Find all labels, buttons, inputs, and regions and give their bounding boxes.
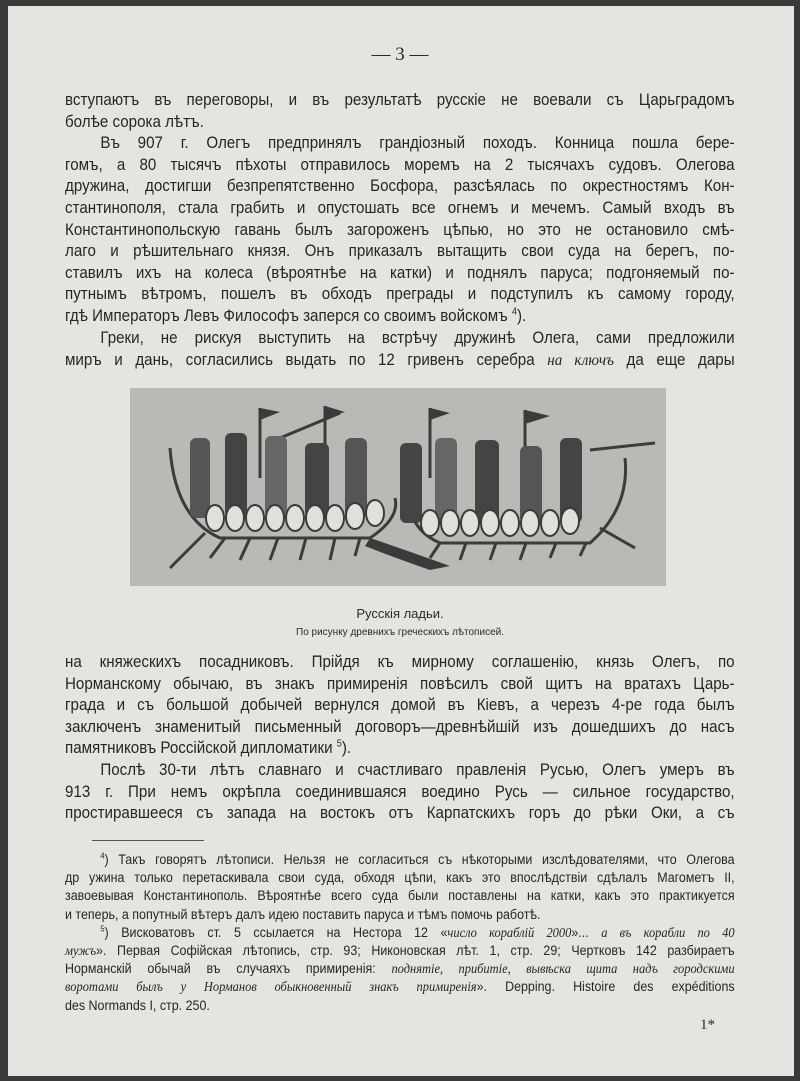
text-line: [65, 782, 735, 804]
italic-text: на ключъ: [547, 350, 614, 370]
text-span: на княжескихъ посадниковъ. Прійдя къ мирному соглашенію, князь Олегъ, по: [65, 653, 735, 671]
text-line: [65, 90, 735, 112]
text-span: дружина, достигши безпрепятственно Босфора, разсѣялась по окрестностямъ Кон-: [65, 177, 735, 196]
text-line: [65, 869, 735, 887]
text-span: ) Висковатовъ ст. 5 ссылается на Нестора 12 «: [104, 924, 448, 940]
text-span: ).: [341, 739, 352, 758]
shield-mark: [561, 508, 579, 534]
footnote-ref: 5: [336, 738, 342, 750]
text-span: ).: [516, 306, 527, 325]
text-span: Константинопольскую гавань былъ загороженъ цѣпью, но это не остановило смѣ-: [65, 220, 735, 239]
shield-mark: [286, 505, 304, 531]
shield-mark: [206, 505, 224, 531]
text-span: и теперь, а попутный вѣтеръ далъ идею поставить паруса и тѣмъ помочь работѣ.: [65, 906, 541, 922]
text-span: гдѣ Императоръ Левъ Философъ заперся со своимъ войскомъ: [65, 306, 512, 325]
text-span: ставилъ ихъ на колеса (вѣроятнѣе на катки) и поднялъ паруса; подгоняемый по-: [65, 263, 735, 282]
figure-russian-boats: [130, 388, 666, 586]
shield-mark: [441, 510, 459, 536]
italic-text: а въ корабли по 40: [601, 924, 735, 940]
text-line: [65, 263, 735, 285]
text-line: [65, 220, 735, 242]
text-line: [65, 241, 735, 263]
page-number: — 3 —: [371, 44, 429, 65]
text-span: 913 г. При немъ окрѣпла соединившаяся воедино Русь — сильное государство,: [65, 782, 735, 801]
text-span: болѣе сорока лѣтъ.: [65, 112, 204, 131]
shield-mark: [346, 503, 364, 529]
text-line: [65, 760, 735, 782]
text-span: Греки, не рискуя выступить на встрѣчу дружинѣ Олега, сами предложили: [100, 328, 735, 347]
text-line: [65, 349, 735, 371]
shield-mark: [421, 510, 439, 536]
text-span: ». Depping. Histoire des expéditions: [476, 979, 735, 995]
text-line: [65, 176, 735, 198]
text-span: Послѣ 30-ти лѣтъ славнаго и счастливаго правленія Русью, Олегъ умеръ въ: [100, 760, 735, 779]
text-span: вступаютъ въ переговоры, и въ результатѣ русскіе не воевали съ Царьградомъ: [65, 91, 735, 109]
text-span: миръ и дань, согласились выдать по 12 гривенъ серебра: [65, 351, 548, 370]
italic-text: поднятіе, прибитіе, вывѣска щита надъ городскими: [391, 961, 735, 977]
text-line: [65, 924, 735, 942]
italic-text: мужъ: [65, 942, 97, 958]
text-line: [65, 906, 735, 924]
text-line: [65, 198, 735, 220]
footnote-ref: 4: [100, 851, 105, 861]
text-span: простиравшееся съ запада на востокъ отъ Карпатскихъ горъ до рѣки Оки, а съ: [65, 804, 735, 823]
footnote-ref: 5: [100, 924, 105, 934]
text-line: [65, 306, 735, 328]
text-line: [65, 284, 735, 306]
text-line: [65, 328, 735, 350]
body-text-bottom: [65, 652, 735, 825]
italic-text: число кораблій 2000: [447, 924, 572, 940]
text-span: памятниковъ Россійской дипломатики: [65, 739, 337, 758]
text-line: [65, 997, 735, 1015]
shield-mark: [501, 510, 519, 536]
text-line: [65, 978, 735, 996]
text-span: ) Такъ говорятъ лѣтописи. Нельзя не согласиться съ нѣкоторыми изслѣдователями, что Олегова: [104, 852, 735, 867]
text-line: [65, 717, 735, 739]
shield-mark: [481, 510, 499, 536]
text-span: др ужина только перетаскивала свои суда, обходя цѣпи, какъ это впослѣдствіи сдѣлалъ Магометъ II,: [65, 870, 735, 886]
text-span: да еще дары: [613, 351, 735, 370]
footnotes: [65, 851, 735, 1015]
shield-mark: [226, 505, 244, 531]
shield-mark: [306, 505, 324, 531]
text-line: [65, 942, 735, 960]
shield-mark: [246, 505, 264, 531]
text-line: [65, 887, 735, 905]
text-span: Норманскому обычаю, въ знакъ примиренія повѣсилъ свой щитъ на вратахъ Царь-: [65, 674, 735, 693]
text-span: завоевывая Константинополь. Вѣроятнѣе всего суда были поставлены на катки, какъ это практикуется: [65, 888, 735, 904]
printer-signature-mark: 1*: [700, 1017, 715, 1033]
text-span: гомъ, а 80 тысячъ пѣхоты отправилось моремъ на 2 тысячахъ судовъ. Олегова: [65, 155, 735, 174]
text-span: лаго и рѣшительнаго князя. Онъ приказалъ вытащить свои суда на берегъ, по-: [65, 242, 735, 261]
text-line: [65, 155, 735, 177]
text-line: [65, 851, 735, 869]
text-span: путнымъ вѣтромъ, пошелъ въ обходъ преграды и подступилъ къ самому городу,: [65, 285, 735, 304]
footnote-separator: [92, 840, 204, 841]
text-line: [65, 674, 735, 696]
text-line: [65, 738, 735, 760]
text-span: ». Первая Софійская лѣтопись, стр. 93; Никоновская лѣт. 1, стр. 29; Чертковъ 142 разбираетъ: [96, 942, 735, 958]
text-line: [65, 652, 735, 674]
shield-mark: [266, 505, 284, 531]
figure-caption-title: Русскія ладьи.: [356, 606, 444, 621]
shield-mark: [521, 510, 539, 536]
figure-caption-subtitle: По рисунку древнихъ греческихъ лѣтописей.: [296, 627, 504, 638]
footnote-ref: 4: [511, 306, 517, 318]
body-text-top: [65, 90, 735, 371]
shield-mark: [461, 510, 479, 536]
text-line: [65, 133, 735, 155]
text-span: заключенъ знаменитый письменный договоръ—древнѣйшій изъ дошедшихъ до насъ: [65, 717, 735, 736]
text-span: »...: [571, 924, 602, 940]
text-span: Норманскій обычай въ случаяхъ примиренія:: [65, 961, 392, 977]
text-line: [65, 803, 735, 825]
text-line: [65, 695, 735, 717]
text-span: des Normands I, стр. 250.: [65, 997, 210, 1013]
shield-mark: [541, 510, 559, 536]
text-span: Въ 907 г. Олегъ предпринялъ грандіозный походъ. Конница пошла бере-: [100, 134, 735, 153]
italic-text: воротами былъ у Норманов обыкновенный знакъ примиренія: [65, 979, 477, 995]
boats-illustration: [130, 388, 666, 586]
text-span: стантинополя, стала грабить и опустошать все огнемъ и мечемъ. Самый входъ въ: [65, 198, 735, 217]
text-line: [65, 112, 735, 134]
shield-mark: [326, 505, 344, 531]
shield-mark: [366, 500, 384, 526]
text-span: града и съ большой добычей вернулся домой въ Кіевъ, а черезъ 4-ре года былъ: [65, 696, 735, 715]
text-line: [65, 960, 735, 978]
